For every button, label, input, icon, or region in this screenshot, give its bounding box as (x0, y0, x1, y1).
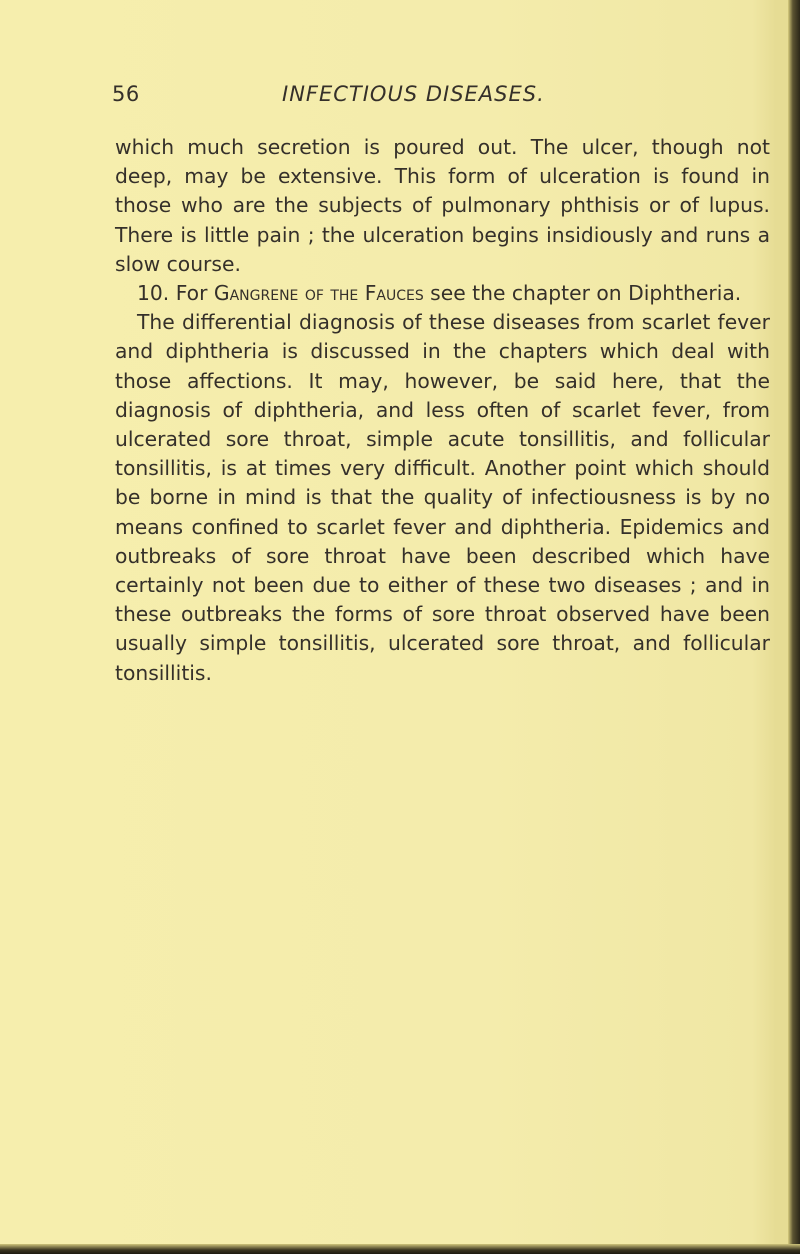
page-edge-right (788, 0, 800, 1254)
page-edge-bottom (0, 1244, 800, 1254)
paragraph-differential-diagnosis: The differential diagnosis of these diseases from scarlet fever and diphtheria is discussed in the chapters which deal with those affections. It may, however, be said here, that the diagnosis of diphtheria, and less often of scarlet fever, from ulcerated sore throat, simple acute tonsillitis, and follicular tonsillitis, is at times very difficult. Another point which should be borne in mind is that the quality of infectiousness is by no means confined to scarlet fever and diphtheria. Epidemics and outbreaks of sore throat have been described which have certainly not been due to either of these two diseases ; and in these outbreaks the forms of sore throat observed have been usually simple tonsillitis, ulcerated sore throat, and follicular tonsillitis. (115, 310, 770, 685)
running-head: INFECTIOUS DISEASES. (282, 82, 545, 106)
item-heading: Gangrene of the Fauces (213, 281, 424, 306)
item-number: 10. (137, 281, 170, 306)
item-lead: For (175, 281, 208, 306)
item-rest: see the chapter on Diphtheria. (430, 281, 742, 306)
body-text (115, 133, 770, 688)
paragraph-gangrene (115, 279, 770, 308)
page-number: 56 (112, 82, 140, 106)
page-header (112, 82, 762, 116)
paragraph-continuation: which much secretion is poured out. The ulcer, though not deep, may be extensive. This form of ulceration is found in those who are the subjects of pulmonary phthisis or of lupus. There is little pain ; the ulceration begins insidiously and runs a slow course. (115, 135, 770, 276)
